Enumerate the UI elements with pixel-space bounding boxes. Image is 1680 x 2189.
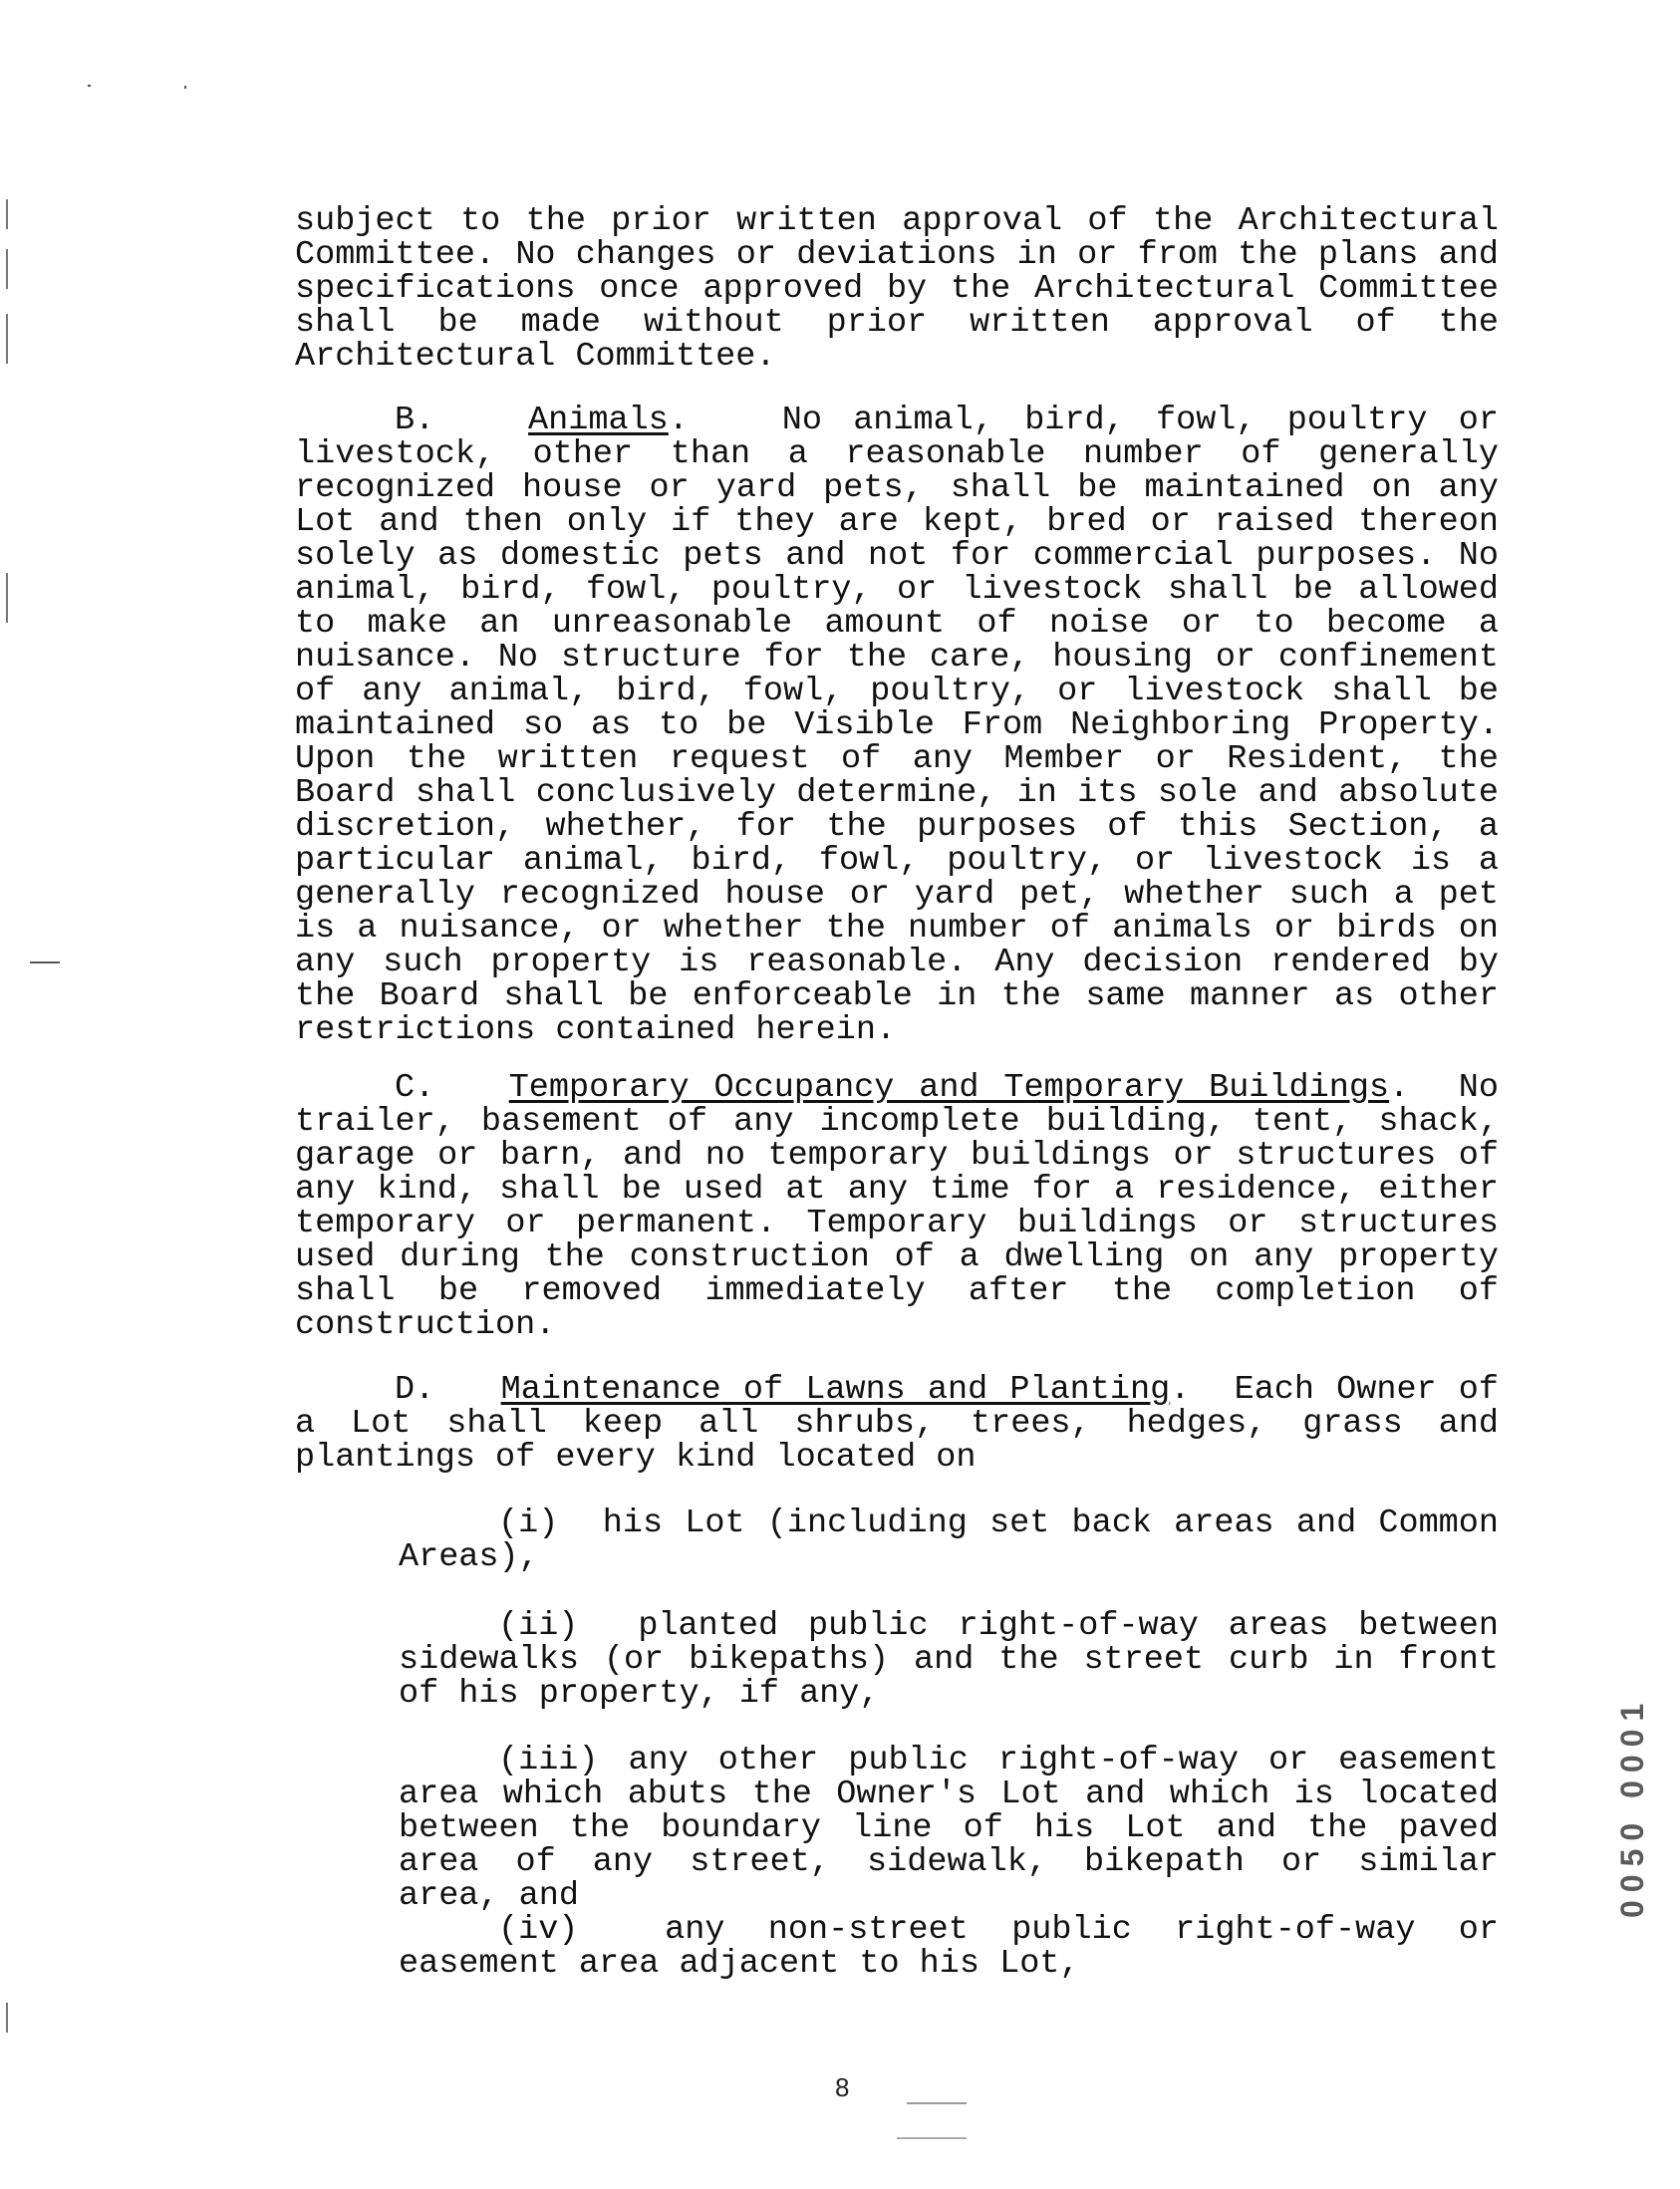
scan-edge-mark [6, 199, 8, 229]
scan-dash [30, 961, 60, 963]
list-item-text: his Lot (including set back areas and Common Areas), [399, 1505, 1499, 1576]
section-d-body: Each Owner of a Lot shall keep all shrubs, trees, hedges, grass and plantings of every kind located on [295, 1371, 1500, 1477]
scan-edge-mark [6, 573, 8, 623]
document-side-stamp: 0050 0001 [1614, 1695, 1650, 1918]
list-item [399, 1609, 1499, 1711]
list-item-text: any other public right-of-way or easement area which abuts the Owner's Lot and which is located between the boundary line of his Lot and the paved area of any street, sidewalk, bikepath or similar area, and [399, 1742, 1500, 1915]
list-item [399, 1506, 1499, 1574]
list-item-number: (i) [498, 1505, 559, 1542]
section-d-heading: Maintenance of Lawns and Planting [500, 1371, 1171, 1409]
list-item-text: planted public right-of-way areas between sidewalks (or bikepaths) and the street curb in front of his property, if any, [399, 1607, 1499, 1713]
section-d-maintenance: D. Maintenance of Lawns and Planting. Each Owner of a Lot shall keep all shrubs, trees, hedges, grass and plantings of every kind located on [295, 1371, 1500, 1477]
paragraph-a-continued: subject to the prior written approval of the Architectural Committee. No changes or deviations in or from the plans and specifications once approved by the Architectural Committee shall be made without prior written approval of the Architectural Committee. [295, 202, 1499, 376]
list-item-number: (iv) [498, 1911, 579, 1949]
scan-speck [88, 85, 91, 87]
section-c-temporary: C. Temporary Occupancy and Temporary Buildings. No trailer, basement of any incomplete building, tent, shack, garage or barn, and no temporary buildings or structures of any kind, shall be used at any time for a residence, either temporary or permanent. Temporary buildings or structures used during the construction of a dwelling on any property shall be removed immediately after the completion of construction. [295, 1069, 1500, 1344]
scan-edge-mark [6, 2003, 8, 2033]
section-d-letter: D. [395, 1371, 435, 1409]
scan-dash [907, 2102, 967, 2104]
scan-dash [897, 2137, 967, 2139]
section-b-heading: Animals [528, 402, 669, 439]
list-item-text: any non-street public right-of-way or easement area adjacent to his Lot, [399, 1911, 1499, 1983]
section-b-animals: B. Animals. No animal, bird, fowl, poultry or livestock, other than a reasonable number of generally recognized house or yard pets, shall be maintained on any Lot and then only if they are kept, bred or raised thereon solely as domestic pets and not for commercial purposes. No animal, bird, fowl, poultry, or livestock shall be allowed to make an unreasonable amount of noise or to become a nuisance. No structure for the care, housing or confinement of any animal, bird, fowl, poultry, or livestock shall be maintained so as to be Visible From Neighboring Property. Upon the written request of any Member or Resident, the Board shall conclusively determine, in its sole and absolute discretion, whether, for the purposes of this Section, a particular animal, bird, fowl, poultry, or livestock is a generally recognized house or yard pet, whether such a pet is a nuisance, or whether the number of animals or birds on any such property is reasonable. Any decision rendered by the Board shall be enforceable in the same manner as other restrictions contained herein. [295, 402, 1499, 1049]
scan-edge-mark [6, 314, 8, 364]
page-number: 8 [835, 2072, 850, 2102]
section-c-letter: C. [395, 1069, 435, 1107]
list-item-number: (ii) [498, 1607, 579, 1645]
section-b-body: No animal, bird, fowl, poultry or livestock, other than a reasonable number of generally recognized house or yard pets, shall be maintained on any Lot and then only if they are kept, bred or raised thereon solely as domestic pets and not for commercial purposes. No animal, bird, fowl, poultry, or livestock shall be allowed to make an unreasonable amount of noise or to become a nuisance. No structure for the care, housing or confinement of any animal, bird, fowl, poultry, or livestock shall be maintained so as to be Visible From Neighboring Property. Upon the written request of any Member or Resident, the Board shall conclusively determine, in its sole and absolute discretion, whether, for the purposes of this Section, a particular animal, bird, fowl, poultry, or livestock is a generally recognized house or yard pet, whether such a pet is a nuisance, or whether the number of animals or birds on any such property is reasonable. Any decision rendered by the Board shall be enforceable in the same manner as other restrictions contained herein. [295, 402, 1499, 1049]
list-item [399, 1744, 1499, 1913]
list-item-number: (iii) [498, 1742, 599, 1779]
scan-speck [184, 86, 186, 89]
scan-edge-mark [6, 249, 8, 289]
section-c-heading: Temporary Occupancy and Temporary Buildings [508, 1069, 1390, 1107]
section-c-body: No trailer, basement of any incomplete building, tent, shack, garage or barn, and no temporary buildings or structures of any kind, shall be used at any time for a residence, either temporary or permanent. Temporary buildings or structures used during the construction of a dwelling on any property shall be removed immediately after the completion of construction. [295, 1069, 1500, 1344]
section-b-letter: B. [395, 402, 435, 439]
list-item [399, 1913, 1499, 1981]
